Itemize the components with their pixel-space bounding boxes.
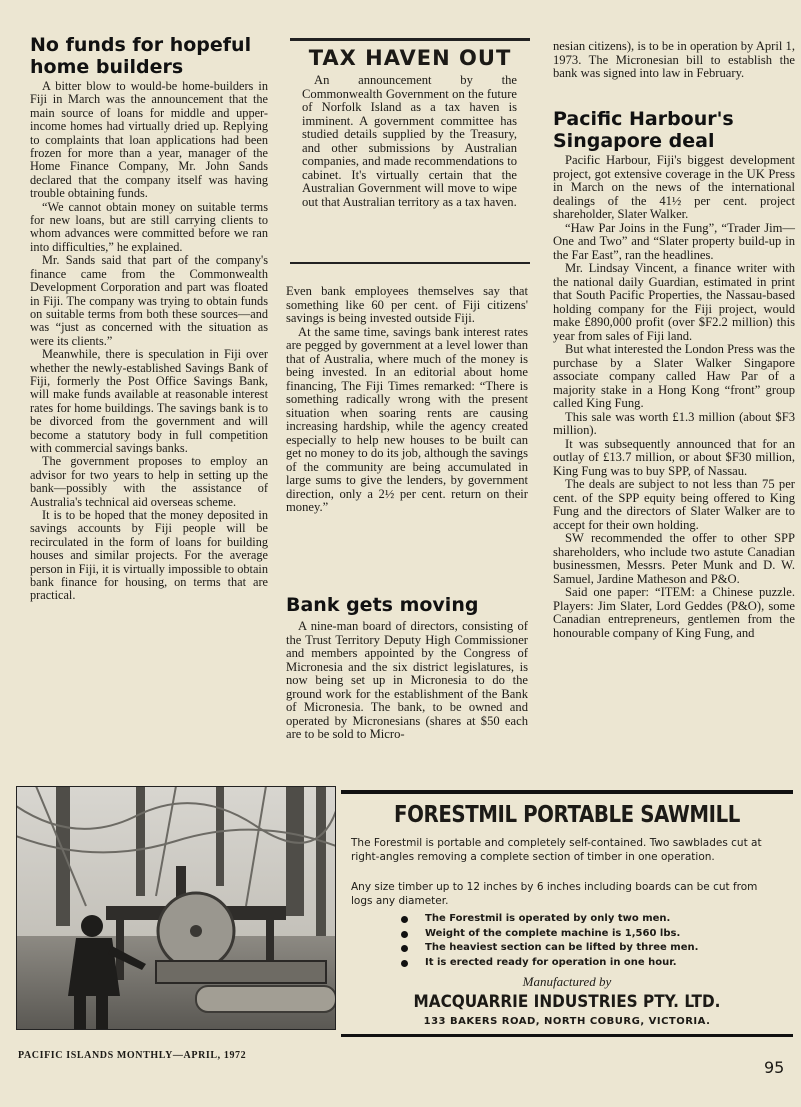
article2-title: TAX HAVEN OUT [308,46,512,70]
advert-company: MACQUARRIE INDUSTRIES PTY. LTD. [413,992,721,1012]
article1-paragraph: The government proposes to employ an advisor for two years to help in setting up the bank—possibly with the assistance of Australia's technical aid overseas scheme. [30,454,268,509]
bullet-icon [401,916,408,923]
article1-paragraph: Mr. Sands said that part of the company's finance came from the Commonwealth Development Corporation and part was floated in Fiji. The company was trying to obtain funds on suitable terms from both these sources—and was “just as concerned with the situation as were its clients.” [30,253,268,348]
article4-paragraph: Mr. Lindsay Vincent, a finance writer with the national daily Guardian, estimated in print that South Pacific Properties, the Nassau-based holding company for the Fiji project, would make £890,000 profit (over $F2.2 million) this year from sales of Fiji land. [553,261,795,343]
article1-title [30,34,280,78]
article3-continued-body [553,40,795,81]
sawmill-advert [341,790,793,1037]
advert-manufactured-by: Manufactured by [522,974,612,989]
article4-paragraph: Said one paper: “ITEM: a Chinese puzzle. Players: Jim Slater, Lord Geddes (P&O), some Canadian entrepreneurs, gentlemen from the honourable company of King Fung, and [553,585,795,640]
bullet-icon [401,945,408,952]
advert-title: FORESTMIL PORTABLE SAWMILL [394,802,740,828]
article3-body [286,620,528,742]
article1-title-line1: No funds for hopeful [30,34,252,56]
article1-continued-body [286,285,528,515]
advert-bullet: The heaviest section can be lifted by three men. [397,941,777,956]
advert-text-2: Any size timber up to 12 inches by 6 inches including boards can be cut from logs any diameter. [351,881,758,907]
article1-paragraph: A bitter blow to would-be home-builders in Fiji in March was the announcement that the main source of loans for middle and upper-income homes had virtually dried up. Replying to complaints that loan applications had been frozen for more than a year, manager of the Home Finance Company, Mr. John Sands declared that the company itself was having trouble obtaining funds. [30,79,268,201]
article4-title [553,108,795,152]
article1-paragraph: “We cannot obtain money on suitable terms for new loans, but are still carrying clients to whom advances were committed before we ran into difficulties,” he explained. [30,199,268,254]
advert-text-1: The Forestmil is portable and completely self-contained. Two sawblades cut at right-angles removing a complete section of timber in one operation. [351,837,762,863]
article4-paragraph: But what interested the London Press was the purchase by a Slater Walker Singapore associate company called Haw Par of a majority stake in a Hong Kong “front” group called King Fung. [553,342,795,410]
article1-continued-paragraph: Even bank employees themselves say that something like 60 per cent. of Fiji citizens' savings is being invested outside Fiji. [286,284,528,325]
article4-paragraph: “Haw Par Joins in the Fung”, “Trader Jim—One and Two” and “Slater property build-up in the Far East”, ran the headlines. [553,220,795,262]
advert-address: 133 BAKERS ROAD, NORTH COBURG, VICTORIA. [423,1016,711,1027]
article4-paragraph: SW recommended the offer to other SPP shareholders, who include two astute Canadian businessmen, Messrs. Peter Munk and D. W. Samuel, Jardine Matheson and P&O. [553,531,795,586]
page-number: 95 [764,1058,785,1077]
bullet-icon [401,960,408,967]
article4-title-line2: Singapore deal [553,130,715,152]
article4-paragraph: This sale was worth £1.3 million (about $F3 million). [553,409,795,437]
article1-paragraph: Meanwhile, there is speculation in Fiji over whether the newly-established Savings Bank of Fiji, formerly the Post Office Savings Bank, will make funds available at reasonable interest rates for home buildings. The savings bank is to be divorced from the government and will become a statutory body in full competition with commercial savings banks. [30,347,268,455]
taxhaven-top-rule [290,38,530,41]
sawmill-photo-image [16,786,336,1030]
advert-bullet: The Forestmil is operated by only two men. [397,912,777,927]
article4-paragraph: Pacific Harbour, Fiji's biggest development project, got extensive coverage in the UK Press in March on the news of the international dealings of the 41½ per cent. project shareholder, Slater Walker. [553,153,795,221]
article4-paragraph: The deals are subject to not less than 75 per cent. of the SPP equity being offered to King Fung and the directors of Slater Walker are to accept for their own holding. [553,477,795,532]
article3-title: Bank gets moving [286,594,479,616]
advert-bullet: It is erected ready for operation in one hour. [397,956,777,971]
advert-bullet: Weight of the complete machine is 1,560 lbs. [397,927,777,942]
article1-body [30,80,268,603]
article1-title-line2: home builders [30,56,184,78]
article1-paragraph: It is to be hoped that the money deposited in savings accounts by Fiji people will be recirculated in the form of loans for building houses and similar projects. For the average person in Fiji, it is virtually impossible to obtain bank finance for housing, on terms that are practical. [30,508,268,603]
advert-bullet-list [397,912,777,970]
article4-title-line1: Pacific Harbour's [553,108,734,130]
article4-body [553,154,795,640]
taxhaven-bottom-rule [290,262,530,264]
article2-paragraph: An announcement by the Commonwealth Government on the future of Norfolk Island as a tax haven is imminent. A government committee has studied details supplied by the Treasury, and other submissions by Australian companies, and made recommendations to cabinet. It's virtually certain that the Australian Government will move to wipe out that Australian territory as a tax haven. [302,73,517,209]
article3-continuation: nesian citizens), is to be in operation by April 1, 1973. The Micronesian bill to establish the bank was signed into law in February. [553,39,795,80]
article4-paragraph: It was subsequently announced that for an outlay of £13.7 million, or about $F30 million, King Fung was to buy SPP, of Nassau. [553,436,795,478]
article1-continued-paragraph: At the same time, savings bank interest rates are pegged by government at a level lower than that of Australia, where much of the money is being invested. In an editorial about home financing, The Fiji Times remarked: “There is something radically wrong with the present situation when soaring rents are causing increasing hardship, while the agency created especially to help new houses to be built can get no money to do its job, although the savings of the community are being accumulated in large sums to give the lenders, by government direction, only a 2½ per cent. return on their money.” [286,324,528,514]
article2-body [302,74,517,209]
article3-paragraph: A nine-man board of directors, consisting of the Trust Territory Deputy High Commissioner and members appointed by the Congress of Micronesia and the six district legislatures, is now being set up in Micronesia to do the ground work for the establishment of the Bank of Micronesia. The bank, to be owned and operated by Micronesians (shares at $50 each are to be sold to Micro- [286,619,528,741]
sawmill-photo [16,786,336,1030]
footer-publication: PACIFIC ISLANDS MONTHLY—APRIL, 1972 [18,1050,247,1061]
bullet-icon [401,931,408,938]
